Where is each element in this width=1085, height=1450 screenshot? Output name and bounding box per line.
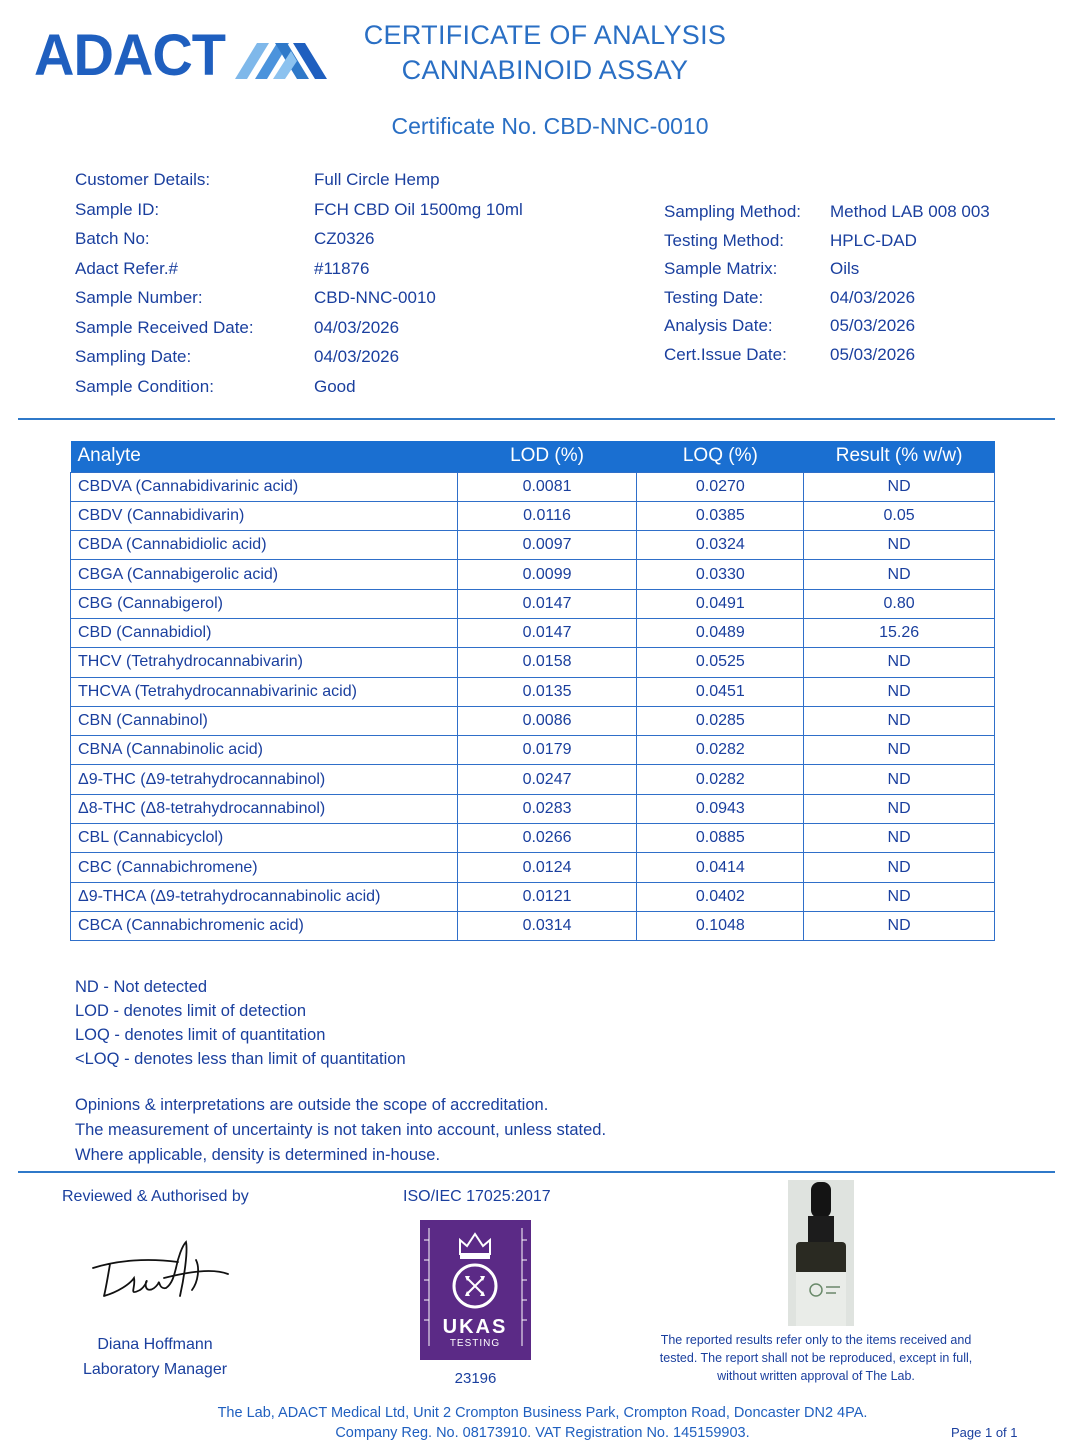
disclaimer-line: tested. The report shall not be reproduced, except in full,	[659, 1351, 973, 1365]
method-label: Testing Date:	[664, 287, 764, 307]
method-label: Testing Method:	[664, 230, 785, 250]
lod-cell: 0.0124	[457, 853, 637, 882]
loq-cell: 0.0385	[637, 501, 804, 530]
table-row	[71, 736, 995, 765]
result-cell: 0.80	[804, 589, 995, 618]
note-item: LOQ - denotes limit of quantitation	[75, 1026, 326, 1044]
loq-cell: 0.0270	[637, 472, 804, 501]
result-cell: ND	[804, 882, 995, 911]
ukas-number: 23196	[454, 1370, 497, 1387]
ukas-wordmark: UKAS	[442, 1316, 508, 1338]
analyte-cell: CBDV (Cannabidivarin)	[71, 501, 458, 530]
method-row	[664, 345, 990, 374]
table-row	[71, 794, 995, 823]
document-title	[300, 18, 790, 88]
lab-address	[0, 1403, 1085, 1443]
note-item: ND - Not detected	[75, 978, 208, 996]
analyte-cell: Δ9-THC (Δ9-tetrahydrocannabinol)	[71, 765, 458, 794]
table-row	[71, 824, 995, 853]
method-label: Sampling Method:	[664, 202, 802, 221]
loq-cell: 0.0330	[637, 560, 804, 589]
ukas-accreditation-badge	[420, 1220, 531, 1360]
loq-cell: 0.0402	[637, 882, 804, 911]
lod-cell: 0.0086	[457, 706, 637, 735]
detail-row	[75, 229, 523, 259]
lod-cell: 0.0099	[457, 560, 637, 589]
lod-cell: 0.0147	[457, 589, 637, 618]
ukas-crown-icon	[420, 1220, 531, 1360]
signer-name: Diana Hoffmann	[97, 1336, 213, 1353]
method-label: Cert.Issue Date:	[664, 344, 787, 364]
table-row	[71, 560, 995, 589]
loq-cell: 0.0414	[637, 853, 804, 882]
signature-image	[88, 1238, 233, 1303]
remark-item: Opinions & interpretations are outside the scope of accreditation.	[75, 1096, 549, 1114]
detail-row	[75, 347, 523, 377]
detail-label: Sample Received Date:	[75, 317, 254, 337]
analyte-cell: CBCA (Cannabichromenic acid)	[71, 911, 458, 940]
title-line-1: CERTIFICATE OF ANALYSIS	[363, 20, 727, 50]
detail-value: Good	[314, 376, 356, 396]
analyte-cell: CBG (Cannabigerol)	[71, 589, 458, 618]
remark-item: The measurement of uncertainty is not taken into account, unless stated.	[75, 1121, 607, 1139]
analyte-cell: Δ8-THC (Δ8-tetrahydrocannabinol)	[71, 794, 458, 823]
method-value: Oils	[830, 259, 860, 278]
loq-cell: 0.1048	[637, 911, 804, 940]
method-value: 05/03/2026	[830, 344, 916, 364]
analyte-cell: CBL (Cannabicyclol)	[71, 824, 458, 853]
result-cell: ND	[804, 677, 995, 706]
loq-cell: 0.0451	[637, 677, 804, 706]
page-number: Page 1 of 1	[951, 1425, 1018, 1440]
detail-value: FCH CBD Oil 1500mg 10ml	[314, 199, 523, 219]
lod-cell: 0.0266	[457, 824, 637, 853]
method-value: 05/03/2026	[830, 316, 916, 335]
loq-cell: 0.0324	[637, 531, 804, 560]
cannabinoid-assay-table	[70, 441, 995, 941]
table-row	[71, 882, 995, 911]
table-row	[71, 618, 995, 647]
abbreviation-notes	[75, 975, 406, 1071]
header-result: Result (% w/w)	[804, 441, 995, 472]
detail-value: CZ0326	[314, 229, 375, 248]
result-cell: ND	[804, 911, 995, 940]
method-row	[664, 259, 990, 288]
result-cell: 0.05	[804, 501, 995, 530]
table-header-row	[71, 441, 995, 472]
loq-cell: 0.0282	[637, 736, 804, 765]
loq-cell: 0.0282	[637, 765, 804, 794]
sample-details-right	[664, 202, 990, 373]
table-row	[71, 911, 995, 940]
sample-details-left	[75, 170, 523, 406]
loq-cell: 0.0489	[637, 618, 804, 647]
lod-cell: 0.0179	[457, 736, 637, 765]
method-row	[664, 202, 990, 231]
detail-label: Sampling Date:	[75, 347, 192, 366]
note-item: <LOQ - denotes less than limit of quantitation	[75, 1050, 406, 1068]
detail-value: Full Circle Hemp	[314, 170, 440, 189]
remarks	[75, 1093, 606, 1168]
method-value: HPLC-DAD	[830, 230, 917, 250]
analyte-cell: THCV (Tetrahydrocannabivarin)	[71, 648, 458, 677]
detail-label: Customer Details:	[75, 170, 211, 189]
result-cell: ND	[804, 794, 995, 823]
detail-row	[75, 288, 523, 318]
detail-row	[75, 200, 523, 230]
table-row	[71, 677, 995, 706]
lod-cell: 0.0116	[457, 501, 637, 530]
address-line-1: The Lab, ADACT Medical Ltd, Unit 2 Crompton Business Park, Crompton Road, Doncaster DN2 4PA.	[217, 1405, 868, 1421]
loq-cell: 0.0885	[637, 824, 804, 853]
table-row	[71, 765, 995, 794]
table-row	[71, 648, 995, 677]
method-row	[664, 316, 990, 345]
disclaimer-line: without written approval of The Lab.	[717, 1369, 915, 1383]
detail-row	[75, 377, 523, 407]
analyte-cell: CBNA (Cannabinolic acid)	[71, 736, 458, 765]
result-cell: ND	[804, 853, 995, 882]
lod-cell: 0.0314	[457, 911, 637, 940]
title-line-2: CANNABINOID ASSAY	[401, 55, 689, 85]
result-cell: ND	[804, 560, 995, 589]
divider-top	[18, 418, 1055, 420]
detail-label: Sample ID:	[75, 199, 160, 219]
detail-row	[75, 170, 523, 200]
analyte-cell: CBDA (Cannabidiolic acid)	[71, 531, 458, 560]
detail-value: 04/03/2026	[314, 347, 400, 366]
lod-cell: 0.0081	[457, 472, 637, 501]
method-row	[664, 288, 990, 317]
result-cell: ND	[804, 765, 995, 794]
table-row	[71, 853, 995, 882]
result-cell: ND	[804, 736, 995, 765]
lod-cell: 0.0247	[457, 765, 637, 794]
method-value: Method LAB 008 003	[830, 202, 990, 221]
analyte-cell: Δ9-THCA (Δ9-tetrahydrocannabinolic acid)	[71, 882, 458, 911]
divider-bottom	[18, 1171, 1055, 1173]
header-loq: LOQ (%)	[637, 441, 804, 472]
lod-cell: 0.0158	[457, 648, 637, 677]
adact-logo	[34, 22, 330, 87]
header-analyte: Analyte	[71, 441, 458, 472]
method-value: 04/03/2026	[830, 287, 916, 307]
analyte-cell: CBGA (Cannabigerolic acid)	[71, 560, 458, 589]
lod-cell: 0.0135	[457, 677, 637, 706]
report-disclaimer	[630, 1331, 1002, 1385]
lod-cell: 0.0283	[457, 794, 637, 823]
certificate-number: Certificate No. CBD-NNC-0010	[391, 113, 709, 139]
analyte-cell: CBN (Cannabinol)	[71, 706, 458, 735]
note-item: LOD - denotes limit of detection	[75, 1002, 307, 1020]
reviewed-label: Reviewed & Authorised by	[62, 1188, 249, 1205]
ukas-testing: TESTING	[449, 1338, 501, 1349]
detail-value: #11876	[314, 258, 370, 278]
table-row	[71, 706, 995, 735]
method-label: Analysis Date:	[664, 316, 773, 335]
table-row	[71, 501, 995, 530]
result-cell: ND	[804, 531, 995, 560]
disclaimer-line: The reported results refer only to the items received and	[660, 1333, 972, 1347]
product-photo	[788, 1180, 854, 1326]
header-lod: LOD (%)	[457, 441, 637, 472]
detail-label: Sample Condition:	[75, 376, 214, 396]
signer-role: Laboratory Manager	[82, 1361, 228, 1378]
detail-row	[75, 318, 523, 348]
iso-standard: ISO/IEC 17025:2017	[403, 1188, 551, 1205]
analyte-cell: CBD (Cannabidiol)	[71, 618, 458, 647]
result-cell: ND	[804, 472, 995, 501]
detail-label: Adact Refer.#	[75, 258, 179, 278]
loq-cell: 0.0525	[637, 648, 804, 677]
table-row	[71, 531, 995, 560]
detail-label: Batch No:	[75, 229, 150, 248]
method-row	[664, 231, 990, 260]
table-row	[71, 589, 995, 618]
brand-name: ADACT	[34, 21, 225, 88]
signer-block	[60, 1332, 250, 1382]
address-line-2: Company Reg. No. 08173910. VAT Registration No. 145159903.	[335, 1425, 750, 1441]
remark-item: Where applicable, density is determined in-house.	[75, 1146, 441, 1164]
result-cell: ND	[804, 648, 995, 677]
table-row	[71, 472, 995, 501]
detail-value: CBD-NNC-0010	[314, 288, 436, 307]
analyte-cell: THCVA (Tetrahydrocannabivarinic acid)	[71, 677, 458, 706]
lod-cell: 0.0097	[457, 531, 637, 560]
loq-cell: 0.0943	[637, 794, 804, 823]
result-cell: 15.26	[804, 618, 995, 647]
loq-cell: 0.0491	[637, 589, 804, 618]
result-cell: ND	[804, 706, 995, 735]
lod-cell: 0.0147	[457, 618, 637, 647]
detail-value: 04/03/2026	[314, 317, 400, 337]
analyte-cell: CBC (Cannabichromene)	[71, 853, 458, 882]
detail-label: Sample Number:	[75, 288, 203, 307]
analyte-cell: CBDVA (Cannabidivarinic acid)	[71, 472, 458, 501]
result-cell: ND	[804, 824, 995, 853]
loq-cell: 0.0285	[637, 706, 804, 735]
method-label: Sample Matrix:	[664, 259, 778, 278]
detail-row	[75, 259, 523, 289]
dropper-bottle-image	[788, 1180, 854, 1326]
lod-cell: 0.0121	[457, 882, 637, 911]
